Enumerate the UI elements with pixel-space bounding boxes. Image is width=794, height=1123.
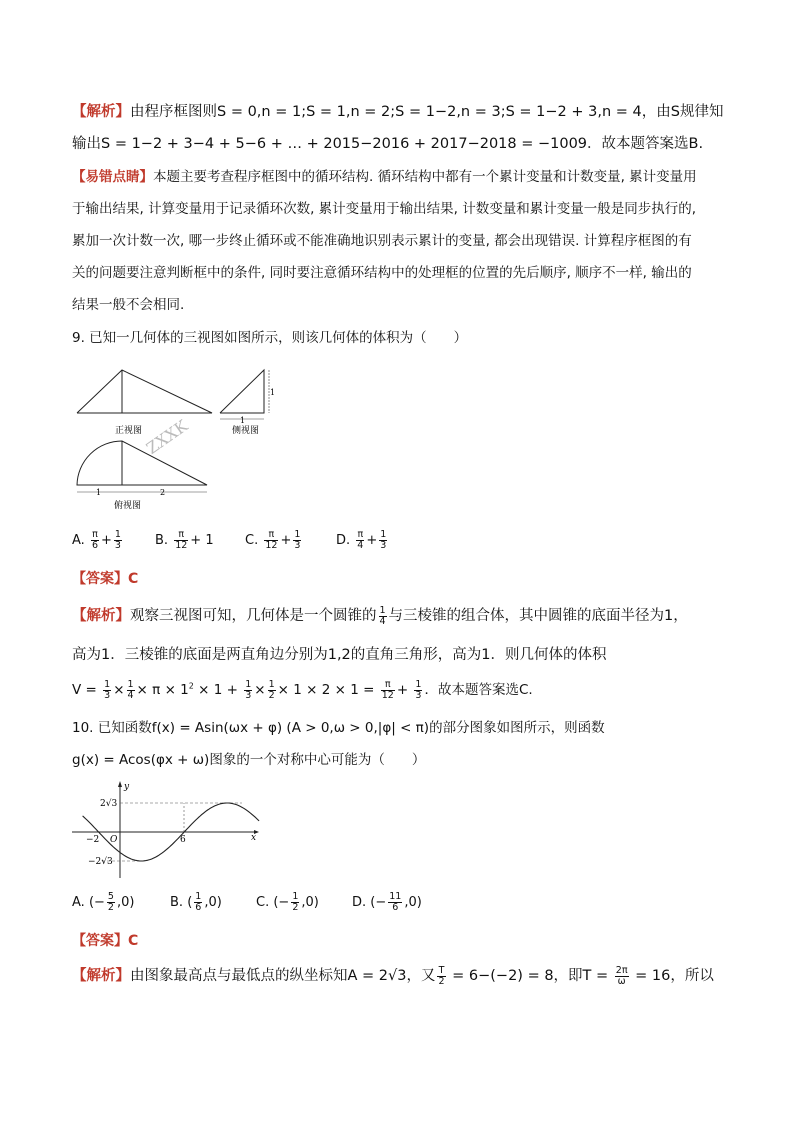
option-letter: B. — [170, 895, 184, 910]
opt-pre: (− — [273, 895, 290, 910]
analysis-tag: 【解析】 — [72, 968, 130, 984]
side-view-base-label: 1 — [240, 416, 246, 425]
num: 1 — [379, 604, 386, 616]
side-view-label: 侧视图 — [232, 426, 260, 436]
origin-label: O — [110, 835, 118, 845]
q9-answer: 【答案】C — [72, 571, 139, 587]
option-letter: D. — [336, 533, 351, 548]
operator: + — [100, 533, 112, 548]
option-letter: D. — [352, 895, 367, 910]
tip-tag: 【易错点睛】 — [72, 169, 153, 185]
fraction — [107, 892, 115, 913]
top-view-outline — [77, 441, 207, 485]
q10-option-a — [72, 892, 134, 913]
q9-option-a — [72, 530, 124, 551]
fraction — [174, 530, 188, 551]
question-10-line-1: 10. 已知函数f(x) = Asin(ωx + φ) (A > 0,ω > 0,|φ| < π)的部分图象如图所示，则函数 — [72, 720, 605, 736]
ymin-label: −2√3 — [88, 857, 113, 867]
opt-post: ,0) — [404, 895, 422, 910]
x-axis-label: x — [251, 833, 257, 843]
analysis-text-a: 由图象最高点与最低点的纵坐标知A = 2√3，又 — [130, 968, 436, 984]
tip-8-text-1: 本题主要考查程序框图中的循环结构. 循环结构中都有一个累计变量和计数变量, 累计变量用 — [153, 169, 697, 185]
analysis-tag: 【解析】 — [72, 608, 130, 624]
analysis-text-c: = 16，所以 — [630, 968, 714, 984]
top-view-dim-2: 2 — [160, 488, 166, 497]
fraction — [293, 530, 301, 551]
top-view-label: 俯视图 — [114, 501, 142, 511]
front-view-label: 正视图 — [115, 426, 143, 436]
num: 1 — [292, 891, 299, 902]
analysis-tag: 【解析】 — [72, 104, 130, 120]
option-letter: A. — [72, 895, 85, 910]
operator: + — [366, 533, 378, 548]
tip-8-line-2: 于输出结果, 计算变量用于记录循环次数, 累计变量用于输出结果, 计数变量和累计变量一般是同步执行的, — [72, 201, 697, 217]
opt-post: ,0) — [116, 895, 135, 910]
den: 3 — [380, 540, 387, 551]
side-view-dim-label: 1 — [270, 388, 276, 397]
x-neg2-label: −2 — [86, 835, 100, 845]
option-letter: B. — [155, 533, 169, 548]
den: 12 — [265, 540, 278, 551]
question-10-line-2: g(x) = Acos(φx + ω)图象的一个对称中心可能为（ ） — [72, 752, 426, 768]
fraction — [91, 530, 99, 551]
fraction-T-over-2: $\frac{T}{2}$ — [438, 964, 445, 987]
watermark: ZXXK — [142, 416, 192, 458]
fraction-quarter — [379, 606, 387, 627]
operator: + — [280, 533, 292, 548]
fraction-2pi-over-omega: $\frac{2\pi}{\omega}$ — [615, 964, 628, 987]
fraction — [388, 892, 402, 913]
analysis-8-text-1: 由程序框图则S = 0,n = 1;S = 1,n = 2;S = 1−2,n = 3;S = 1−2 + 3,n = 4，由S规律知 — [130, 104, 724, 120]
three-view-svg — [72, 365, 282, 515]
fraction — [379, 530, 387, 551]
analysis-text: 与三棱锥的组合体，其中圆锥的底面半径为1， — [388, 608, 688, 624]
sine-graph — [72, 780, 262, 884]
tip-8-line-3: 累加一次计数一次, 哪一步终止循环或不能准确地识别表示累计的变量, 都会出现错误. 计算程序框图的有 — [72, 233, 692, 249]
opt-pre: ( — [187, 895, 193, 910]
den: 2 — [292, 902, 299, 913]
q10-analysis-line — [72, 964, 714, 987]
den: 3 — [294, 540, 301, 551]
tip-8-line-1 — [72, 165, 697, 185]
q9-option-b — [155, 530, 214, 551]
q9-analysis-line-1 — [72, 604, 688, 627]
y-axis-label: y — [124, 782, 130, 792]
ymax-label: 2√3 — [100, 799, 118, 809]
den: 4 — [379, 615, 386, 627]
num: 5 — [107, 891, 114, 902]
q10-option-b — [170, 892, 222, 913]
q10-answer: 【答案】C — [72, 933, 139, 949]
opt-pre: (− — [370, 895, 387, 910]
num: 1 — [114, 529, 121, 540]
den: 4 — [357, 540, 364, 551]
num: 1 — [195, 891, 202, 902]
q9-analysis-line-2: 高为1．三棱锥的底面是两直角边分别为1,2的直角三角形，高为1．则几何体的体积 — [72, 647, 607, 663]
tip-8-line-4: 关的问题要注意判断框中的条件, 同时要注意循环结构中的处理框的位置的先后顺序, 顺序不一样, 输出的 — [72, 265, 692, 281]
num: π — [174, 530, 188, 541]
analysis-text: 观察三视图可知，几何体是一个圆锥的 — [130, 608, 377, 624]
analysis-8-line-1 — [72, 100, 723, 121]
x6-label: 6 — [180, 835, 186, 845]
num: π — [264, 530, 278, 541]
three-view-figure — [72, 365, 282, 519]
option-letter: A. — [72, 533, 85, 548]
fraction — [356, 530, 364, 551]
q10-option-c — [256, 892, 319, 913]
num: π — [357, 529, 364, 540]
num: 1 — [380, 529, 387, 540]
num: 11 — [389, 891, 402, 902]
den: 3 — [114, 540, 121, 551]
tip-8-line-5: 结果一般不会相同. — [72, 297, 185, 313]
q9-option-d — [336, 530, 389, 551]
formula-tail: ．故本题答案选C. — [424, 682, 533, 698]
analysis-text-b: = 6−(−2) = 8，即T = — [447, 968, 613, 984]
opt-post: ,0) — [204, 895, 222, 910]
question-9-text: 9. 已知一几何体的三视图如图所示，则该几何体的体积为（ ） — [72, 330, 468, 346]
opt-post: ,0) — [301, 895, 319, 910]
q10-option-d — [352, 892, 422, 913]
num: 1 — [294, 529, 301, 540]
analysis-8-line-2: 输出S = 1−2 + 3−4 + 5−6 + … + 2015−2016 + 2017−2018 = −1009．故本题答案选B. — [72, 136, 704, 152]
den: 6 — [91, 540, 98, 551]
q9-volume-formula: V = $\frac{1}{3}$ × $\frac{1}{4}$ × $\pi \times 1^2 \times 1$ + $\frac{1}{3}$ × $\frac{1}{2}$ × 1 × 2 × 1 = $\frac{\pi}{12}$ + $\frac{1}{3}$ ．故本题答案选C. — [72, 678, 533, 701]
fraction — [291, 892, 299, 913]
q9-option-c — [245, 530, 303, 551]
den: 12 — [175, 540, 188, 551]
den: 6 — [392, 902, 399, 913]
fraction — [194, 892, 202, 913]
y-axis-arrow — [118, 781, 122, 787]
num: π — [92, 529, 98, 540]
side-view-outline — [220, 370, 264, 413]
opt-pre: (− — [88, 895, 105, 910]
fraction — [264, 530, 278, 551]
operator: + 1 — [190, 533, 214, 548]
top-view-dim-1: 1 — [96, 488, 102, 497]
den: 6 — [195, 902, 202, 913]
fraction — [114, 530, 122, 551]
den: 2 — [107, 902, 114, 913]
option-letter: C. — [245, 533, 259, 548]
sine-graph-svg — [72, 780, 262, 880]
option-letter: C. — [256, 895, 270, 910]
front-view-outline — [77, 370, 212, 413]
